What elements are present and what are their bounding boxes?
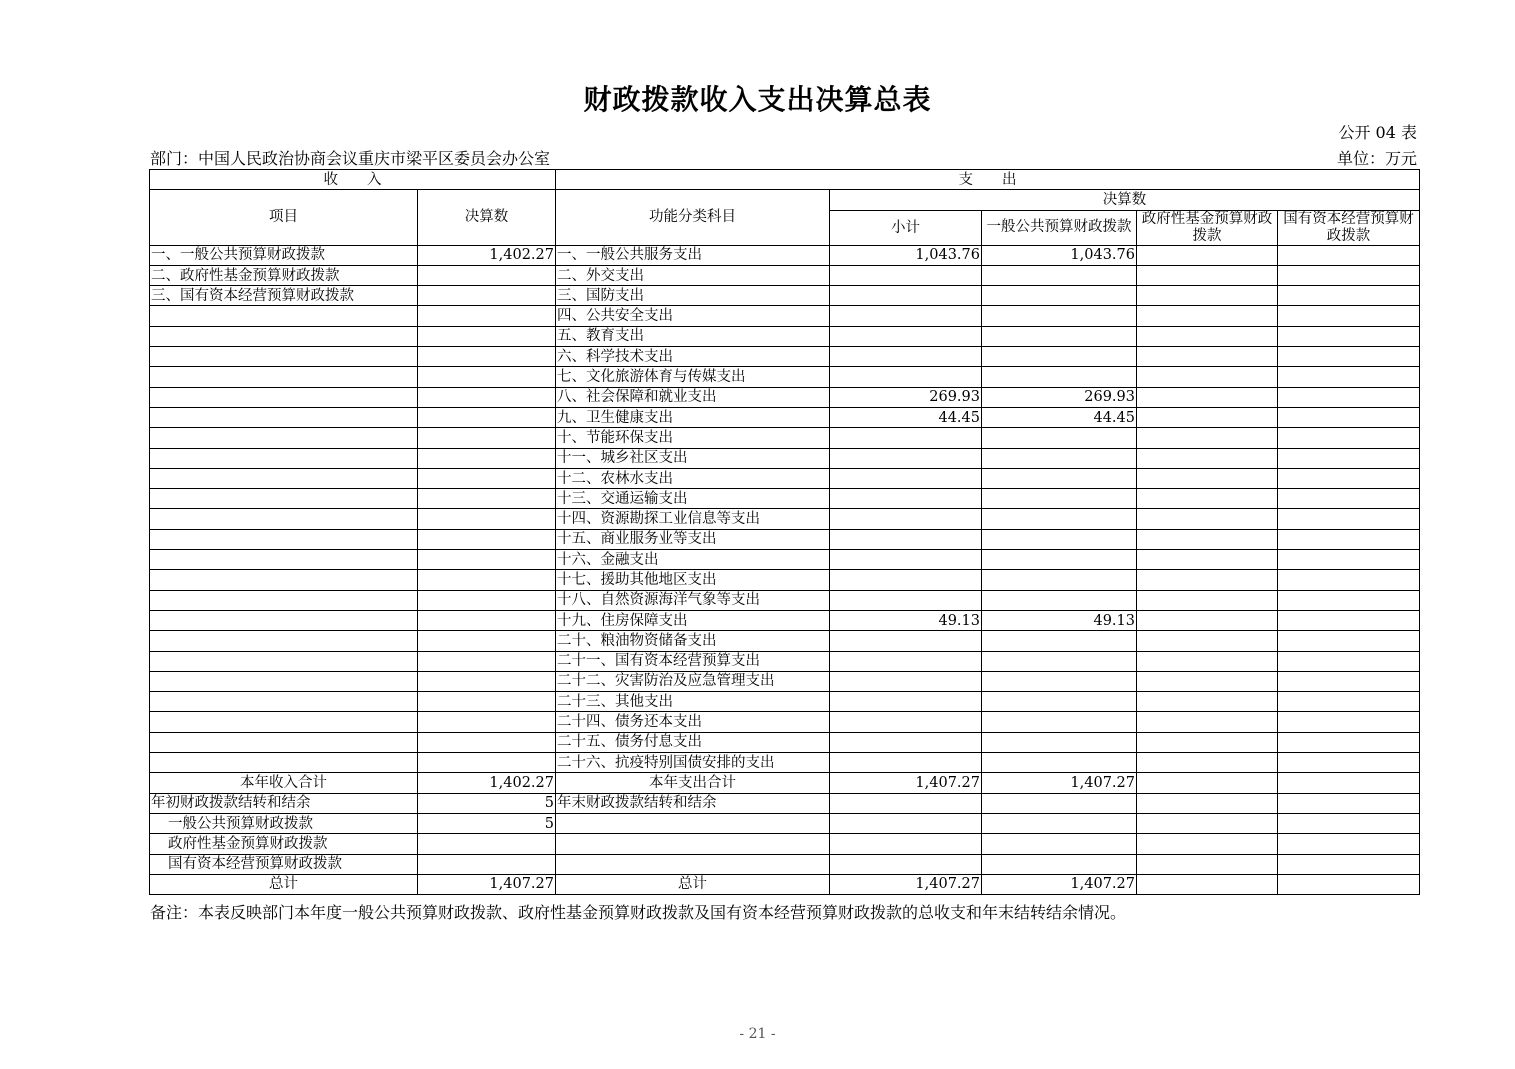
expense-item-cell: 二、外交支出 <box>556 265 830 285</box>
expense-general-budget-cell <box>982 570 1137 590</box>
empty-cell <box>556 834 830 854</box>
table-body <box>150 245 1420 773</box>
empty-cell <box>982 793 1137 813</box>
expense-subtotal-cell <box>830 347 982 367</box>
income-item-cell <box>150 529 418 549</box>
income-item-cell <box>150 367 418 387</box>
expense-item-cell: 一、一般公共服务支出 <box>556 245 830 265</box>
expense-general-budget-cell <box>982 732 1137 752</box>
income-item-cell <box>150 610 418 630</box>
empty-cell <box>1278 874 1420 894</box>
expense-item-cell: 九、卫生健康支出 <box>556 407 830 427</box>
gov-fund-header: 政府性基金预算财政拨款 <box>1137 210 1278 245</box>
expense-item-cell: 五、教育支出 <box>556 326 830 346</box>
expense-item-cell: 七、文化旅游体育与传媒支出 <box>556 367 830 387</box>
income-item-cell <box>150 631 418 651</box>
expense-state-capital-cell <box>1278 245 1420 265</box>
sub-general-label: 一般公共预算财政拨款 <box>150 813 418 833</box>
table-row <box>150 529 1420 549</box>
income-item-cell <box>150 732 418 752</box>
income-item-cell <box>150 347 418 367</box>
income-item-cell <box>150 407 418 427</box>
empty-cell <box>418 834 556 854</box>
empty-cell <box>1137 773 1278 793</box>
page-number: - 21 - <box>739 1026 776 1042</box>
income-item-cell: 三、国有资本经营预算财政拨款 <box>150 286 418 306</box>
expense-gov-fund-cell <box>1137 570 1278 590</box>
expense-general-budget-cell <box>982 509 1137 529</box>
table-row <box>150 306 1420 326</box>
expense-general-budget-cell: 1,043.76 <box>982 245 1137 265</box>
general-budget-header: 一般公共预算财政拨款 <box>982 210 1137 245</box>
expense-gov-fund-cell <box>1137 245 1278 265</box>
table-row <box>150 692 1420 712</box>
expense-subtotal-cell: 49.13 <box>830 610 982 630</box>
table-row <box>150 468 1420 488</box>
income-amount-cell <box>418 509 556 529</box>
income-amount-cell <box>418 428 556 448</box>
expense-general-budget-cell <box>982 286 1137 306</box>
end-balance-label: 年末财政拨款结转和结余 <box>556 793 830 813</box>
expense-state-capital-cell <box>1278 509 1420 529</box>
expense-general-budget-cell <box>982 631 1137 651</box>
expense-total-general: 1,407.27 <box>982 773 1137 793</box>
expense-state-capital-cell <box>1278 529 1420 549</box>
empty-cell <box>1278 773 1420 793</box>
income-total-label: 本年收入合计 <box>150 773 418 793</box>
expense-subtotal-cell <box>830 651 982 671</box>
income-amount-cell <box>418 631 556 651</box>
item-header: 项目 <box>150 190 418 245</box>
footnote: 备注：本表反映部门本年度一般公共预算财政拨款、政府性基金预算财政拨款及国有资本经营预算财政拨款的总收支和年末结转结余情况。 <box>150 903 1127 922</box>
expense-item-cell: 三、国防支出 <box>556 286 830 306</box>
empty-cell <box>830 834 982 854</box>
income-amount-cell <box>418 712 556 732</box>
expense-item-cell: 二十一、国有资本经营预算支出 <box>556 651 830 671</box>
empty-cell <box>830 854 982 874</box>
expense-subtotal-cell <box>830 753 982 773</box>
expense-state-capital-cell <box>1278 306 1420 326</box>
expense-gov-fund-cell <box>1137 529 1278 549</box>
income-item-cell <box>150 753 418 773</box>
table-row <box>150 874 1420 894</box>
expense-item-cell: 十、节能环保支出 <box>556 428 830 448</box>
income-amount-cell <box>418 550 556 570</box>
expense-subtotal-cell <box>830 509 982 529</box>
expense-subtotal-cell: 44.45 <box>830 407 982 427</box>
expense-gov-fund-cell <box>1137 489 1278 509</box>
expense-item-cell: 四、公共安全支出 <box>556 306 830 326</box>
expense-item-cell: 十五、商业服务业等支出 <box>556 529 830 549</box>
expense-general-budget-cell: 44.45 <box>982 407 1137 427</box>
sub-fund-label: 政府性基金预算财政拨款 <box>150 834 418 854</box>
expense-state-capital-cell <box>1278 610 1420 630</box>
expense-subtotal-cell <box>830 367 982 387</box>
expense-item-cell: 二十四、债务还本支出 <box>556 712 830 732</box>
expense-state-capital-cell <box>1278 347 1420 367</box>
department-label: 部门：中国人民政治协商会议重庆市梁平区委员会办公室 <box>150 149 551 168</box>
income-item-cell <box>150 306 418 326</box>
amount-header: 决算数 <box>418 190 556 245</box>
expense-item-cell: 十七、援助其他地区支出 <box>556 570 830 590</box>
expense-subtotal-cell <box>830 692 982 712</box>
expense-general-budget-cell <box>982 651 1137 671</box>
table-row <box>150 773 1420 793</box>
expense-state-capital-cell <box>1278 651 1420 671</box>
table-row <box>150 732 1420 752</box>
income-item-cell <box>150 671 418 691</box>
expense-gov-fund-cell <box>1137 631 1278 651</box>
income-item-cell <box>150 489 418 509</box>
table-row <box>150 834 1420 854</box>
income-amount-cell <box>418 651 556 671</box>
income-amount-cell <box>418 590 556 610</box>
expense-gov-fund-cell <box>1137 590 1278 610</box>
expense-gov-fund-cell <box>1137 428 1278 448</box>
table-row <box>150 550 1420 570</box>
expense-general-budget-cell <box>982 712 1137 732</box>
expense-state-capital-cell <box>1278 428 1420 448</box>
state-capital-header: 国有资本经营预算财政拨款 <box>1278 210 1420 245</box>
table-row <box>150 854 1420 874</box>
income-header: 收 入 <box>150 170 556 190</box>
expense-general-budget-cell <box>982 590 1137 610</box>
expense-gov-fund-cell <box>1137 509 1278 529</box>
expense-item-cell: 二十六、抗疫特别国债安排的支出 <box>556 753 830 773</box>
expense-gov-fund-cell <box>1137 671 1278 691</box>
expense-item-cell: 二十二、灾害防治及应急管理支出 <box>556 671 830 691</box>
expense-general-budget-cell <box>982 671 1137 691</box>
expense-gov-fund-cell <box>1137 367 1278 387</box>
empty-cell <box>1137 854 1278 874</box>
expense-gov-fund-cell <box>1137 753 1278 773</box>
income-item-cell <box>150 387 418 407</box>
table-row <box>150 753 1420 773</box>
table-row <box>150 793 1420 813</box>
grand-total-subtotal: 1,407.27 <box>830 874 982 894</box>
budget-summary-table <box>149 169 1420 895</box>
expense-general-budget-cell <box>982 306 1137 326</box>
income-amount-cell <box>418 367 556 387</box>
income-total-value: 1,402.27 <box>418 773 556 793</box>
table-row <box>150 265 1420 285</box>
expense-state-capital-cell <box>1278 448 1420 468</box>
income-item-cell <box>150 448 418 468</box>
table-row <box>150 813 1420 833</box>
income-item-cell: 一、一般公共预算财政拨款 <box>150 245 418 265</box>
empty-cell <box>982 854 1137 874</box>
expense-gov-fund-cell <box>1137 692 1278 712</box>
expense-item-cell: 十二、农林水支出 <box>556 468 830 488</box>
empty-cell <box>1278 854 1420 874</box>
empty-cell <box>830 813 982 833</box>
sub-capital-label: 国有资本经营预算财政拨款 <box>150 854 418 874</box>
income-item-cell <box>150 692 418 712</box>
expense-state-capital-cell <box>1278 489 1420 509</box>
income-amount-cell <box>418 529 556 549</box>
grand-total-label-left: 总计 <box>150 874 418 894</box>
expense-state-capital-cell <box>1278 631 1420 651</box>
empty-cell <box>556 813 830 833</box>
expense-gov-fund-cell <box>1137 326 1278 346</box>
expense-gov-fund-cell <box>1137 286 1278 306</box>
expense-gov-fund-cell <box>1137 387 1278 407</box>
expense-subtotal-cell <box>830 631 982 651</box>
expense-state-capital-cell <box>1278 712 1420 732</box>
income-amount-cell: 1,402.27 <box>418 245 556 265</box>
table-row <box>150 428 1420 448</box>
begin-balance-label: 年初财政拨款结转和结余 <box>150 793 418 813</box>
expense-item-cell: 十一、城乡社区支出 <box>556 448 830 468</box>
expense-gov-fund-cell <box>1137 610 1278 630</box>
table-totals <box>150 773 1420 895</box>
expense-item-cell: 十八、自然资源海洋气象等支出 <box>556 590 830 610</box>
func-category-header: 功能分类科目 <box>556 190 830 245</box>
expense-state-capital-cell <box>1278 387 1420 407</box>
expense-gov-fund-cell <box>1137 265 1278 285</box>
income-amount-cell <box>418 610 556 630</box>
unit-label: 单位：万元 <box>1336 149 1417 168</box>
empty-cell <box>1137 793 1278 813</box>
expense-total-label: 本年支出合计 <box>556 773 830 793</box>
expense-gov-fund-cell <box>1137 347 1278 367</box>
table-row <box>150 367 1420 387</box>
grand-total-general: 1,407.27 <box>982 874 1137 894</box>
form-number: 公开 04 表 <box>1338 123 1417 142</box>
expense-item-cell: 六、科学技术支出 <box>556 347 830 367</box>
expense-subtotal-cell <box>830 448 982 468</box>
income-amount-cell <box>418 692 556 712</box>
expense-gov-fund-cell <box>1137 468 1278 488</box>
expense-general-budget-cell <box>982 529 1137 549</box>
income-amount-cell <box>418 671 556 691</box>
empty-cell <box>982 813 1137 833</box>
table-row <box>150 610 1420 630</box>
empty-cell <box>1278 813 1420 833</box>
expense-state-capital-cell <box>1278 570 1420 590</box>
expense-subtotal-cell <box>830 265 982 285</box>
income-item-cell <box>150 428 418 448</box>
income-item-cell: 二、政府性基金预算财政拨款 <box>150 265 418 285</box>
expense-state-capital-cell <box>1278 367 1420 387</box>
expense-subtotal-cell <box>830 489 982 509</box>
expense-item-cell: 二十、粮油物资储备支出 <box>556 631 830 651</box>
income-item-cell <box>150 570 418 590</box>
expense-state-capital-cell <box>1278 468 1420 488</box>
expense-state-capital-cell <box>1278 671 1420 691</box>
income-item-cell <box>150 509 418 529</box>
table-row <box>150 326 1420 346</box>
expense-state-capital-cell <box>1278 550 1420 570</box>
expense-general-budget-cell: 269.93 <box>982 387 1137 407</box>
empty-cell <box>1137 874 1278 894</box>
expense-general-budget-cell <box>982 326 1137 346</box>
subtotal-header: 小计 <box>830 210 982 245</box>
expense-gov-fund-cell <box>1137 550 1278 570</box>
expense-header: 支 出 <box>556 170 1420 190</box>
sub-general-value: 5 <box>418 813 556 833</box>
expense-gov-fund-cell <box>1137 732 1278 752</box>
income-amount-cell <box>418 387 556 407</box>
expense-gov-fund-cell <box>1137 306 1278 326</box>
expense-gov-fund-cell <box>1137 712 1278 732</box>
table-row <box>150 671 1420 691</box>
table-row <box>150 347 1420 367</box>
final-amount-group-header: 决算数 <box>830 190 1420 210</box>
expense-subtotal-cell: 1,043.76 <box>830 245 982 265</box>
empty-cell <box>1278 834 1420 854</box>
expense-item-cell: 十四、资源勘探工业信息等支出 <box>556 509 830 529</box>
page-title: 财政拨款收入支出决算总表 <box>583 83 932 116</box>
table-row <box>150 245 1420 265</box>
expense-state-capital-cell <box>1278 732 1420 752</box>
expense-item-cell: 八、社会保障和就业支出 <box>556 387 830 407</box>
expense-subtotal-cell <box>830 428 982 448</box>
table-row <box>150 651 1420 671</box>
empty-cell <box>418 854 556 874</box>
income-amount-cell <box>418 407 556 427</box>
expense-item-cell: 十九、住房保障支出 <box>556 610 830 630</box>
income-amount-cell <box>418 570 556 590</box>
income-amount-cell <box>418 265 556 285</box>
expense-subtotal-cell <box>830 286 982 306</box>
income-item-cell <box>150 468 418 488</box>
empty-cell <box>1137 813 1278 833</box>
expense-general-budget-cell: 49.13 <box>982 610 1137 630</box>
expense-subtotal-cell <box>830 570 982 590</box>
empty-cell <box>1278 793 1420 813</box>
expense-state-capital-cell <box>1278 265 1420 285</box>
table-row <box>150 407 1420 427</box>
income-amount-cell <box>418 326 556 346</box>
table-row <box>150 570 1420 590</box>
expense-item-cell: 十三、交通运输支出 <box>556 489 830 509</box>
table-row <box>150 509 1420 529</box>
expense-total-subtotal: 1,407.27 <box>830 773 982 793</box>
grand-total-left: 1,407.27 <box>418 874 556 894</box>
income-amount-cell <box>418 306 556 326</box>
expense-item-cell: 二十五、债务付息支出 <box>556 732 830 752</box>
table-row <box>150 448 1420 468</box>
income-amount-cell <box>418 468 556 488</box>
expense-general-budget-cell <box>982 692 1137 712</box>
expense-item-cell: 二十三、其他支出 <box>556 692 830 712</box>
expense-subtotal-cell <box>830 326 982 346</box>
income-item-cell <box>150 590 418 610</box>
income-amount-cell <box>418 286 556 306</box>
empty-cell <box>1137 834 1278 854</box>
begin-balance-value: 5 <box>418 793 556 813</box>
expense-subtotal-cell <box>830 590 982 610</box>
expense-general-budget-cell <box>982 347 1137 367</box>
expense-state-capital-cell <box>1278 407 1420 427</box>
table-row <box>150 590 1420 610</box>
income-amount-cell <box>418 448 556 468</box>
expense-general-budget-cell <box>982 448 1137 468</box>
expense-subtotal-cell <box>830 306 982 326</box>
expense-general-budget-cell <box>982 265 1137 285</box>
income-item-cell <box>150 651 418 671</box>
table-row <box>150 631 1420 651</box>
income-item-cell <box>150 326 418 346</box>
expense-subtotal-cell <box>830 712 982 732</box>
table-row <box>150 286 1420 306</box>
table-row <box>150 489 1420 509</box>
expense-subtotal-cell <box>830 529 982 549</box>
expense-state-capital-cell <box>1278 286 1420 306</box>
expense-subtotal-cell: 269.93 <box>830 387 982 407</box>
income-item-cell <box>150 550 418 570</box>
income-amount-cell <box>418 732 556 752</box>
expense-subtotal-cell <box>830 468 982 488</box>
empty-cell <box>830 793 982 813</box>
income-item-cell <box>150 712 418 732</box>
expense-state-capital-cell <box>1278 590 1420 610</box>
expense-gov-fund-cell <box>1137 448 1278 468</box>
expense-state-capital-cell <box>1278 692 1420 712</box>
expense-general-budget-cell <box>982 468 1137 488</box>
income-amount-cell <box>418 753 556 773</box>
expense-general-budget-cell <box>982 753 1137 773</box>
income-amount-cell <box>418 347 556 367</box>
expense-subtotal-cell <box>830 671 982 691</box>
expense-general-budget-cell <box>982 489 1137 509</box>
expense-subtotal-cell <box>830 732 982 752</box>
expense-gov-fund-cell <box>1137 407 1278 427</box>
expense-subtotal-cell <box>830 550 982 570</box>
table-row <box>150 712 1420 732</box>
empty-cell <box>982 834 1137 854</box>
empty-cell <box>556 854 830 874</box>
table-row <box>150 387 1420 407</box>
expense-general-budget-cell <box>982 550 1137 570</box>
expense-general-budget-cell <box>982 367 1137 387</box>
expense-item-cell: 十六、金融支出 <box>556 550 830 570</box>
grand-total-label-right: 总计 <box>556 874 830 894</box>
expense-state-capital-cell <box>1278 753 1420 773</box>
income-amount-cell <box>418 489 556 509</box>
expense-gov-fund-cell <box>1137 651 1278 671</box>
expense-state-capital-cell <box>1278 326 1420 346</box>
expense-general-budget-cell <box>982 428 1137 448</box>
